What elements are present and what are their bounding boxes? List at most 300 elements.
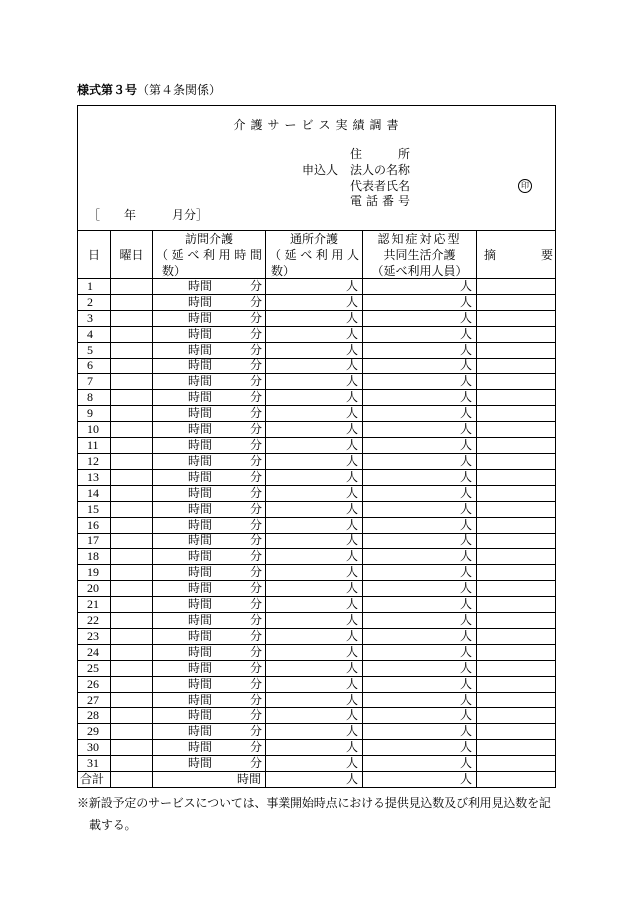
- hours-unit: 時間: [188, 676, 213, 691]
- remarks-cell: [477, 693, 555, 708]
- remarks-cell: [477, 581, 555, 596]
- persons-unit: 人: [345, 294, 358, 309]
- day-cell: 19: [78, 565, 111, 580]
- persons-unit: 人: [345, 406, 358, 421]
- remarks-cell: [477, 708, 555, 723]
- minutes-unit: 分: [249, 597, 262, 612]
- home-care-cell: [153, 359, 266, 374]
- persons-unit: 人: [345, 422, 358, 437]
- group-home-cell: [363, 565, 477, 580]
- minutes-unit: 分: [249, 740, 262, 755]
- persons-unit: 人: [345, 279, 358, 293]
- day-care-cell: [266, 470, 363, 485]
- minutes-unit: 分: [249, 549, 262, 564]
- day-cell: 11: [78, 438, 111, 453]
- day-care-cell: [266, 390, 363, 405]
- weekday-cell: [111, 422, 153, 437]
- total-remarks-cell: [477, 772, 555, 787]
- group-home-cell: [363, 724, 477, 739]
- group-home-cell: [363, 438, 477, 453]
- weekday-cell: [111, 534, 153, 549]
- header-remarks: [477, 231, 555, 278]
- minutes-unit: 分: [249, 374, 262, 389]
- persons-unit: 人: [345, 692, 358, 707]
- minutes-unit: 分: [249, 692, 262, 707]
- hours-unit: 時間: [188, 692, 213, 707]
- day-care-cell: [266, 645, 363, 660]
- table-row: [78, 661, 555, 677]
- day-cell: 5: [78, 343, 111, 358]
- persons-unit: 人: [459, 438, 472, 453]
- remarks-cell: [477, 613, 555, 628]
- persons-unit: 人: [459, 501, 472, 516]
- minutes-unit: 分: [249, 294, 262, 309]
- minutes-unit: 分: [249, 644, 262, 659]
- day-care-cell: [266, 693, 363, 708]
- table-row: [78, 645, 555, 661]
- weekday-cell: [111, 502, 153, 517]
- period-label: ［ 年 月分］: [88, 208, 209, 222]
- day-cell: 29: [78, 724, 111, 739]
- day-cell: 12: [78, 454, 111, 469]
- remarks-cell: [477, 438, 555, 453]
- home-care-cell: [153, 613, 266, 628]
- remarks-cell: [477, 390, 555, 405]
- total-persons-unit: 人: [345, 772, 358, 787]
- total-day-care-cell: [266, 772, 363, 787]
- total-home-care-cell: [153, 772, 266, 787]
- remarks-cell: [477, 486, 555, 501]
- day-care-cell: [266, 406, 363, 421]
- hours-unit: 時間: [188, 485, 213, 500]
- persons-unit: 人: [345, 326, 358, 341]
- persons-unit: 人: [459, 390, 472, 405]
- day-cell: 4: [78, 327, 111, 342]
- header-remarks-label: 摘 要: [484, 247, 553, 262]
- remarks-cell: [477, 359, 555, 374]
- group-home-cell: [363, 549, 477, 564]
- weekday-cell: [111, 724, 153, 739]
- persons-unit: 人: [459, 326, 472, 341]
- weekday-cell: [111, 518, 153, 533]
- persons-unit: 人: [459, 581, 472, 596]
- table-row: [78, 740, 555, 756]
- day-cell: 21: [78, 597, 111, 612]
- day-cell: 10: [78, 422, 111, 437]
- day-cell: 18: [78, 549, 111, 564]
- persons-unit: 人: [345, 676, 358, 691]
- day-cell: 25: [78, 661, 111, 676]
- hours-unit: 時間: [188, 517, 213, 532]
- minutes-unit: 分: [249, 628, 262, 643]
- persons-unit: 人: [459, 294, 472, 309]
- weekday-cell: [111, 406, 153, 421]
- table-row: [78, 534, 555, 550]
- minutes-unit: 分: [249, 756, 262, 771]
- day-care-cell: [266, 486, 363, 501]
- group-home-cell: [363, 359, 477, 374]
- total-row: [78, 772, 555, 787]
- total-weekday-cell: [111, 772, 153, 787]
- day-care-cell: [266, 613, 363, 628]
- day-cell: 20: [78, 581, 111, 596]
- hours-unit: 時間: [188, 453, 213, 468]
- remarks-cell: [477, 565, 555, 580]
- weekday-cell: [111, 279, 153, 294]
- minutes-unit: 分: [249, 438, 262, 453]
- minutes-unit: 分: [249, 613, 262, 627]
- group-home-cell: [363, 422, 477, 437]
- form-box: [77, 105, 556, 788]
- persons-unit: 人: [345, 390, 358, 405]
- header-day-care-line: 通所介護: [289, 231, 338, 246]
- home-care-cell: [153, 374, 266, 389]
- persons-unit: 人: [345, 628, 358, 643]
- weekday-cell: [111, 486, 153, 501]
- weekday-cell: [111, 645, 153, 660]
- persons-unit: 人: [459, 533, 472, 548]
- group-home-cell: [363, 502, 477, 517]
- persons-unit: 人: [459, 279, 472, 293]
- weekday-cell: [111, 740, 153, 755]
- group-home-cell: [363, 454, 477, 469]
- form-article-reference: （第４条関係）: [137, 83, 222, 97]
- weekday-cell: [111, 693, 153, 708]
- persons-unit: 人: [345, 358, 358, 373]
- document-title: 介 護 サ ー ビ ス 実 績 調 書: [233, 118, 400, 132]
- group-home-cell: [363, 645, 477, 660]
- weekday-cell: [111, 613, 153, 628]
- day-care-cell: [266, 565, 363, 580]
- group-home-cell: [363, 390, 477, 405]
- header-group-home-line: 共同生活介護: [383, 247, 456, 262]
- remarks-cell: [477, 661, 555, 676]
- home-care-cell: [153, 518, 266, 533]
- persons-unit: 人: [345, 740, 358, 755]
- day-care-cell: [266, 374, 363, 389]
- day-cell: 14: [78, 486, 111, 501]
- table-row: [78, 438, 555, 454]
- minutes-unit: 分: [249, 517, 262, 532]
- weekday-cell: [111, 295, 153, 310]
- remarks-cell: [477, 327, 555, 342]
- hours-unit: 時間: [188, 724, 213, 739]
- table-row: [78, 295, 555, 311]
- home-care-cell: [153, 677, 266, 692]
- persons-unit: 人: [459, 469, 472, 484]
- persons-unit: 人: [345, 756, 358, 771]
- persons-unit: 人: [459, 676, 472, 691]
- table-row: [78, 613, 555, 629]
- representative-name-label: 代表者氏名: [350, 179, 411, 193]
- persons-unit: 人: [459, 358, 472, 373]
- table-row: [78, 311, 555, 327]
- persons-unit: 人: [345, 613, 358, 627]
- persons-unit: 人: [459, 660, 472, 675]
- table-row: [78, 629, 555, 645]
- persons-unit: 人: [459, 597, 472, 612]
- day-care-cell: [266, 279, 363, 294]
- hours-unit: 時間: [188, 549, 213, 564]
- home-care-cell: [153, 724, 266, 739]
- home-care-cell: [153, 502, 266, 517]
- corporation-name-label: 法人の名称: [350, 163, 411, 177]
- weekday-cell: [111, 438, 153, 453]
- home-care-cell: [153, 406, 266, 421]
- home-care-cell: [153, 343, 266, 358]
- persons-unit: 人: [459, 613, 472, 627]
- home-care-cell: [153, 422, 266, 437]
- hours-unit: 時間: [188, 374, 213, 389]
- hours-unit: 時間: [188, 501, 213, 516]
- footnote-line: ※新設予定のサービスについては、事業開始時点における提供見込数及び利用見込数を記: [77, 796, 551, 810]
- remarks-cell: [477, 279, 555, 294]
- minutes-unit: 分: [249, 422, 262, 437]
- day-care-cell: [266, 359, 363, 374]
- group-home-cell: [363, 740, 477, 755]
- minutes-unit: 分: [249, 453, 262, 468]
- minutes-unit: 分: [249, 279, 262, 293]
- day-cell: 17: [78, 534, 111, 549]
- applicant-label: 申込人: [302, 163, 339, 177]
- minutes-unit: 分: [249, 724, 262, 739]
- minutes-unit: 分: [249, 326, 262, 341]
- group-home-cell: [363, 677, 477, 692]
- hours-unit: 時間: [188, 342, 213, 357]
- hours-unit: 時間: [188, 628, 213, 643]
- hours-unit: 時間: [188, 644, 213, 659]
- hours-unit: 時間: [188, 279, 213, 293]
- remarks-cell: [477, 502, 555, 517]
- remarks-cell: [477, 406, 555, 421]
- minutes-unit: 分: [249, 342, 262, 357]
- persons-unit: 人: [459, 406, 472, 421]
- hours-unit: 時間: [188, 708, 213, 723]
- day-care-cell: [266, 756, 363, 771]
- day-care-cell: [266, 597, 363, 612]
- remarks-cell: [477, 677, 555, 692]
- remarks-cell: [477, 549, 555, 564]
- minutes-unit: 分: [249, 660, 262, 675]
- group-home-cell: [363, 311, 477, 326]
- hours-unit: 時間: [188, 756, 213, 771]
- header-day-care: [266, 231, 363, 278]
- minutes-unit: 分: [249, 565, 262, 580]
- remarks-cell: [477, 597, 555, 612]
- hours-unit: 時間: [188, 565, 213, 580]
- hours-unit: 時間: [188, 326, 213, 341]
- day-cell: 22: [78, 613, 111, 628]
- total-persons-unit: 人: [459, 772, 472, 787]
- minutes-unit: 分: [249, 358, 262, 373]
- persons-unit: 人: [459, 517, 472, 532]
- hours-unit: 時間: [188, 406, 213, 421]
- day-cell: 9: [78, 406, 111, 421]
- table-row: [78, 327, 555, 343]
- header-day-label: 日: [87, 247, 100, 262]
- day-care-cell: [266, 454, 363, 469]
- hours-unit: 時間: [188, 581, 213, 596]
- group-home-cell: [363, 470, 477, 485]
- weekday-cell: [111, 629, 153, 644]
- header-weekday: [111, 231, 153, 278]
- weekday-cell: [111, 311, 153, 326]
- group-home-cell: [363, 295, 477, 310]
- remarks-cell: [477, 454, 555, 469]
- minutes-unit: 分: [249, 708, 262, 723]
- remarks-cell: [477, 724, 555, 739]
- minutes-unit: 分: [249, 310, 262, 325]
- day-cell: 23: [78, 629, 111, 644]
- table-row: [78, 406, 555, 422]
- persons-unit: 人: [459, 485, 472, 500]
- group-home-cell: [363, 534, 477, 549]
- table-row: [78, 374, 555, 390]
- remarks-cell: [477, 645, 555, 660]
- table-row: [78, 343, 555, 359]
- remarks-cell: [477, 740, 555, 755]
- day-care-cell: [266, 724, 363, 739]
- persons-unit: 人: [345, 374, 358, 389]
- persons-unit: 人: [345, 660, 358, 675]
- hours-unit: 時間: [188, 469, 213, 484]
- persons-unit: 人: [459, 453, 472, 468]
- home-care-cell: [153, 279, 266, 294]
- header-home-care-line: 数）: [162, 263, 187, 278]
- persons-unit: 人: [345, 453, 358, 468]
- group-home-cell: [363, 327, 477, 342]
- group-home-cell: [363, 629, 477, 644]
- day-care-cell: [266, 740, 363, 755]
- total-group-home-cell: [363, 772, 477, 787]
- weekday-cell: [111, 597, 153, 612]
- group-home-cell: [363, 518, 477, 533]
- day-cell: 28: [78, 708, 111, 723]
- day-cell: 3: [78, 311, 111, 326]
- header-home-care-line: （延べ利用時間: [156, 247, 262, 262]
- day-care-cell: [266, 534, 363, 549]
- day-cell: 2: [78, 295, 111, 310]
- home-care-cell: [153, 327, 266, 342]
- home-care-cell: [153, 454, 266, 469]
- day-care-cell: [266, 581, 363, 596]
- hours-unit: 時間: [188, 740, 213, 755]
- persons-unit: 人: [345, 581, 358, 596]
- day-cell: 31: [78, 756, 111, 771]
- persons-unit: 人: [345, 342, 358, 357]
- weekday-cell: [111, 565, 153, 580]
- persons-unit: 人: [345, 438, 358, 453]
- persons-unit: 人: [459, 740, 472, 755]
- form-number-label: [77, 83, 221, 97]
- home-care-cell: [153, 645, 266, 660]
- home-care-cell: [153, 486, 266, 501]
- day-care-cell: [266, 327, 363, 342]
- minutes-unit: 分: [249, 485, 262, 500]
- weekday-cell: [111, 390, 153, 405]
- form-number: 様式第３号: [77, 83, 138, 97]
- minutes-unit: 分: [249, 676, 262, 691]
- group-home-cell: [363, 486, 477, 501]
- table-row: [78, 470, 555, 486]
- home-care-cell: [153, 629, 266, 644]
- total-label: 合計: [78, 772, 111, 787]
- home-care-cell: [153, 295, 266, 310]
- home-care-cell: [153, 740, 266, 755]
- day-care-cell: [266, 708, 363, 723]
- day-cell: 15: [78, 502, 111, 517]
- persons-unit: 人: [459, 565, 472, 580]
- minutes-unit: 分: [249, 406, 262, 421]
- weekday-cell: [111, 343, 153, 358]
- weekday-cell: [111, 549, 153, 564]
- hours-unit: 時間: [188, 310, 213, 325]
- persons-unit: 人: [345, 549, 358, 564]
- address-label: 住 所: [350, 147, 410, 161]
- minutes-unit: 分: [249, 390, 262, 405]
- table-row: [78, 390, 555, 406]
- table-row: [78, 359, 555, 375]
- header-home-care: [153, 231, 266, 278]
- table-row: [78, 693, 555, 709]
- home-care-cell: [153, 565, 266, 580]
- home-care-cell: [153, 581, 266, 596]
- day-care-cell: [266, 311, 363, 326]
- header-group-home-line: （延べ利用人員）: [371, 263, 468, 278]
- table-row: [78, 279, 555, 295]
- phone-number-label: 電 話 番 号: [350, 194, 410, 208]
- hours-unit: 時間: [188, 390, 213, 405]
- remarks-cell: [477, 374, 555, 389]
- group-home-cell: [363, 406, 477, 421]
- table-row: [78, 518, 555, 534]
- table-header-row: [78, 231, 555, 279]
- day-cell: 8: [78, 390, 111, 405]
- persons-unit: 人: [345, 517, 358, 532]
- minutes-unit: 分: [249, 501, 262, 516]
- remarks-cell: [477, 295, 555, 310]
- day-care-cell: [266, 295, 363, 310]
- header-day-care-line: 数）: [271, 263, 296, 278]
- home-care-cell: [153, 693, 266, 708]
- weekday-cell: [111, 677, 153, 692]
- day-cell: 7: [78, 374, 111, 389]
- table-row: [78, 756, 555, 772]
- persons-unit: 人: [459, 708, 472, 723]
- group-home-cell: [363, 374, 477, 389]
- persons-unit: 人: [345, 533, 358, 548]
- persons-unit: 人: [345, 501, 358, 516]
- persons-unit: 人: [459, 310, 472, 325]
- header-day-care-line: （延べ利用人: [269, 247, 359, 262]
- persons-unit: 人: [459, 644, 472, 659]
- group-home-cell: [363, 343, 477, 358]
- footnote-line: 載する。: [89, 818, 137, 832]
- hours-unit: 時間: [188, 422, 213, 437]
- day-cell: 1: [78, 279, 111, 294]
- total-hours-unit: 時間: [236, 772, 261, 787]
- hours-unit: 時間: [188, 294, 213, 309]
- weekday-cell: [111, 708, 153, 723]
- home-care-cell: [153, 311, 266, 326]
- minutes-unit: 分: [249, 581, 262, 596]
- day-cell: 27: [78, 693, 111, 708]
- persons-unit: 人: [459, 692, 472, 707]
- persons-unit: 人: [345, 644, 358, 659]
- remarks-cell: [477, 311, 555, 326]
- day-care-cell: [266, 438, 363, 453]
- weekday-cell: [111, 454, 153, 469]
